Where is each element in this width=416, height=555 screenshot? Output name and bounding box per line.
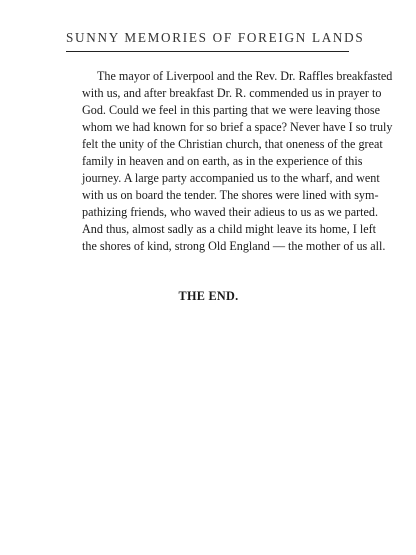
paragraph-line: pathizing friends, who waved their adieus to us as we parted.: [82, 205, 379, 220]
paragraph-line: family in heaven and on earth, as in the experience of this: [82, 154, 363, 169]
header-rule: [66, 51, 349, 52]
the-end-heading: THE END.: [178, 289, 239, 303]
paragraph-line: felt the unity of the Christian church, that oneness of the great: [82, 137, 383, 152]
body-paragraph: [67, 68, 393, 256]
paragraph-line: the shores of kind, strong Old England — the mother of us all.: [82, 239, 386, 254]
paragraph-line: And thus, almost sadly as a child might leave its home, I left: [82, 222, 377, 237]
paragraph-line: with us, and after breakfast Dr. R. commended us in prayer to: [82, 86, 382, 101]
paragraph-line: whom we had known for so brief a space? Never have I so truly: [82, 120, 393, 135]
running-head-title: SUNNY MEMORIES OF FOREIGN LANDS: [66, 30, 365, 45]
paragraph-line: God. Could we feel in this parting that we were leaving those: [82, 103, 381, 118]
paragraph-line: with us on board the tender. The shores were lined with sym-: [82, 188, 379, 203]
paragraph-line: The mayor of Liverpool and the Rev. Dr. Raffles breakfasted: [97, 69, 393, 83]
paragraph-line: journey. A large party accompanied us to the wharf, and went: [82, 171, 380, 186]
